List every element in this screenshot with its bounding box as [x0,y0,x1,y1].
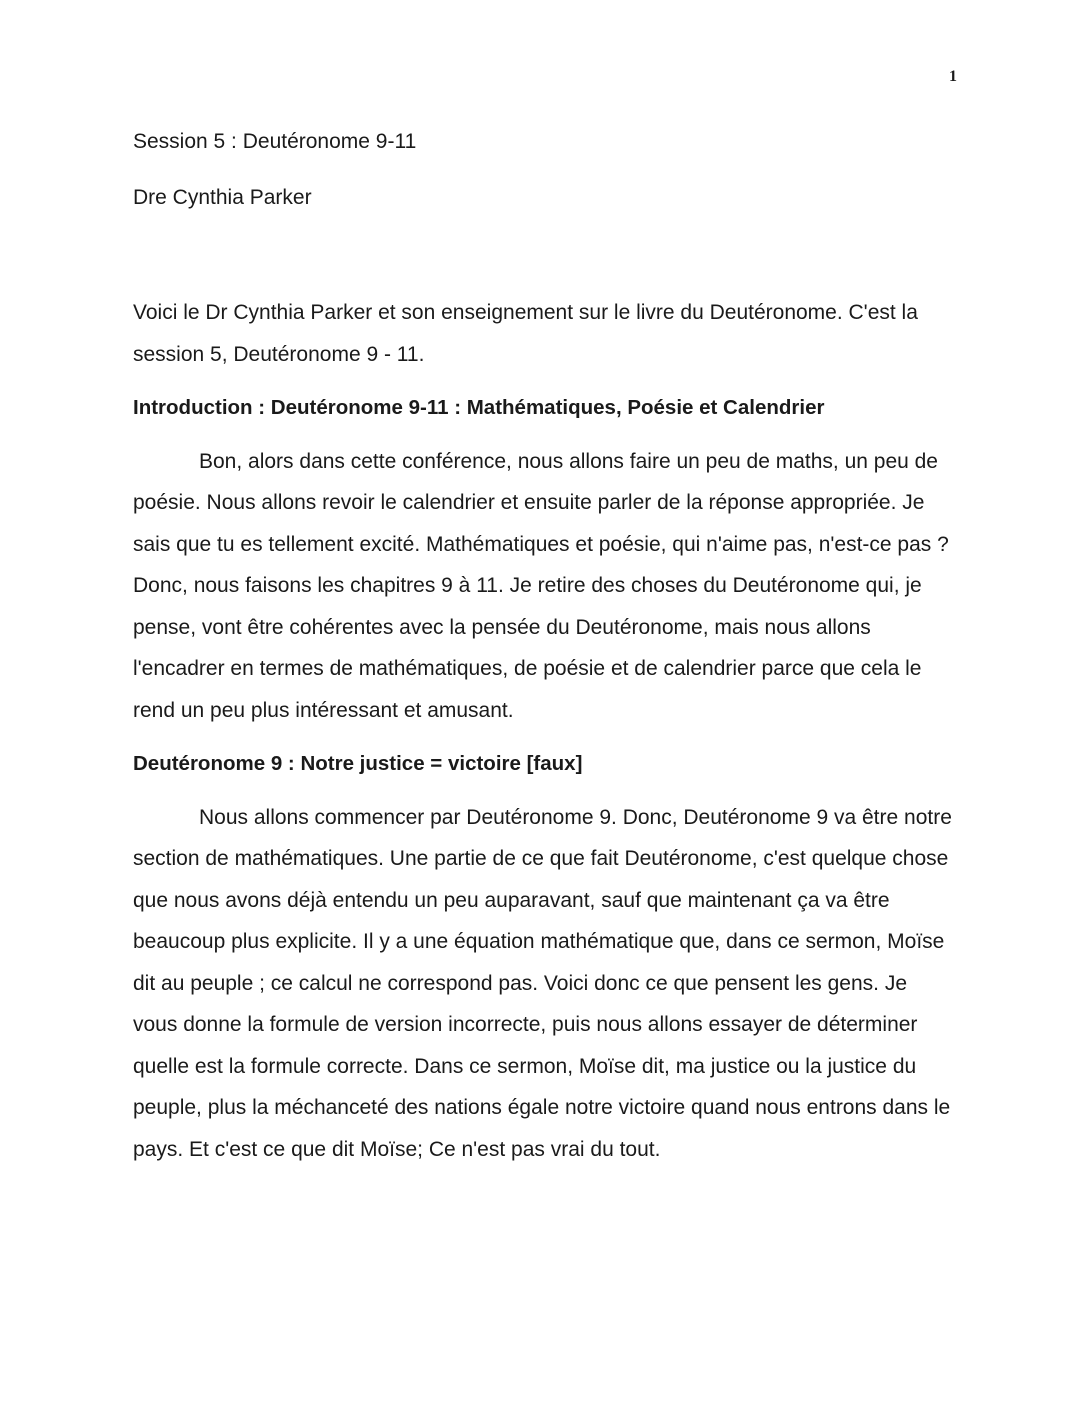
document-body [133,126,955,1182]
document-author: Dre Cynthia Parker [133,186,312,209]
intro-paragraph: Voici le Dr Cynthia Parker et son enseignement sur le livre du Deutéronome. C'est la session 5, Deutéronome 9 - 11. [133,301,918,366]
document-title: Session 5 : Deutéronome 9-11 [133,130,417,153]
section-heading-introduction: Introduction : Deutéronome 9-11 : Mathématiques, Poésie et Calendrier [133,396,825,419]
section-paragraph-deuteronomy-9: Nous allons commencer par Deutéronome 9. Donc, Deutéronome 9 va être notre section de mathématiques. Une partie de ce que fait Deutéronome, c'est quelque chose que nous avons déjà entendu un peu auparavant, sauf que maintenant ça va être beaucoup plus explicite. Il y a une équation mathématique que, dans ce sermon, Moïse dit au peuple ; ce calcul ne correspond pas. Voici donc ce que pensent les gens. Je vous donne la formule de version incorrecte, puis nous allons essayer de déterminer quelle est la formule correcte. Dans ce sermon, Moïse dit, ma justice ou la justice du peuple, plus la méchanceté des nations égale notre victoire quand nous entrons dans le pays. Et c'est ce que dit Moïse; Ce n'est pas vrai du tout. [133,805,952,1161]
section-paragraph-introduction: Bon, alors dans cette conférence, nous allons faire un peu de maths, un peu de poésie. Nous allons revoir le calendrier et ensuite parler de la réponse appropriée. Je sais que tu es tellement excité. Mathématiques et poésie, qui n'aime pas, n'est-ce pas ? Donc, nous faisons les chapitres 9 à 11. Je retire des choses du Deutéronome qui, je pense, vont être cohérentes avec la pensée du Deutéronome, mais nous allons l'encadrer en termes de mathématiques, de poésie et de calendrier parce que cela le rend un peu plus intéressant et amusant. [133,449,949,722]
page-number: 1 [949,68,957,85]
section-heading-deuteronomy-9: Deutéronome 9 : Notre justice = victoire [faux] [133,752,583,775]
